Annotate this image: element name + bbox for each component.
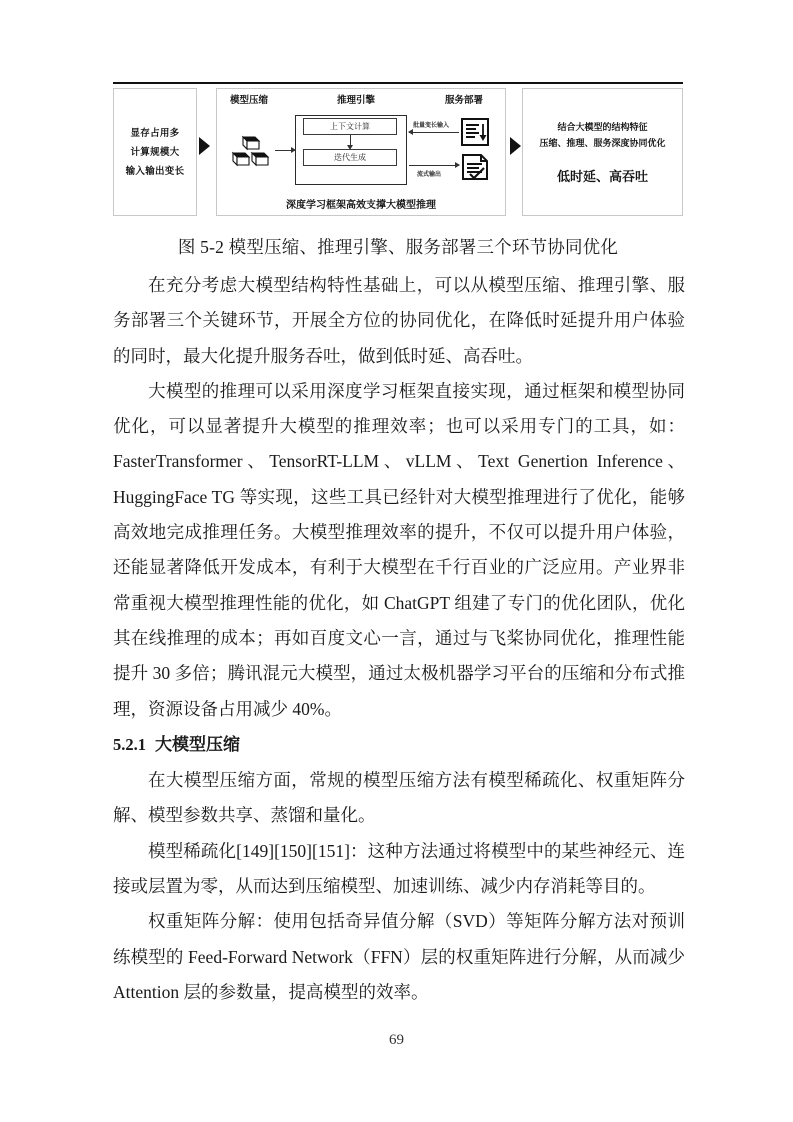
arrow-triangle-icon-1: [199, 137, 210, 155]
section-number: 5.2.1: [113, 734, 146, 754]
arrow-batch-input: [409, 132, 459, 133]
right-panel-emphasis: 低时延、高吞吐: [556, 169, 648, 185]
body-text: [113, 268, 685, 1010]
section-heading-5-2-1: [113, 727, 685, 763]
heading-service-deployment: 服务部署: [445, 95, 484, 106]
paragraph-3: 在大模型压缩方面，常规的模型压缩方法有模型稀疏化、权重矩阵分解、模型参数共享、蒸馏和量化。: [113, 770, 685, 826]
document-check-icon: [461, 153, 489, 181]
arrow-compress-to-engine: [275, 150, 295, 151]
left-panel-line-1: 显存占用多: [130, 127, 180, 139]
middle-panel-headings: [217, 89, 505, 107]
list-download-icon: [461, 118, 489, 146]
paragraph-4: 模型稀疏化[149][150][151]：这种方法通过将模型中的某些神经元、连接或层置为零，从而达到压缩模型、加速训练、减少内存消耗等目的。: [113, 840, 685, 897]
figure-block: [113, 82, 683, 216]
arrow-triangle-icon-2: [510, 137, 521, 155]
figure-caption: 图 5-2 模型压缩、推理引擎、服务部署三个环节协同优化: [177, 237, 619, 257]
arrow-context-to-iterate: [350, 135, 351, 146]
figure-right-panel: [522, 88, 683, 216]
figure-panels: [113, 88, 683, 216]
right-panel-line-1: 结合大模型的结构特征: [557, 122, 648, 133]
label-batch-variable-input: 批量变长输入: [413, 122, 450, 129]
label-stream-output: 流式输出: [417, 171, 442, 178]
right-panel-line-2: 压缩、推理、服务深度协同优化: [539, 138, 666, 149]
middle-panel-body: [217, 107, 505, 193]
figure-middle-panel: [216, 88, 506, 216]
figure-middle-caption: 深度学习框架高效支撑大模型推理: [286, 200, 436, 211]
paragraph-5: 权重矩阵分解：使用包括奇异值分解（SVD）等矩阵分解方法对预训练模型的 Feed-Forward Network（FFN）层的权重矩阵进行分解，从而减少 Attention 层的参数量，提高模型的效率。: [113, 911, 685, 1002]
cubes-icon: [231, 135, 277, 169]
box-iterative-generation: 迭代生成: [303, 149, 397, 166]
page-number: 69: [389, 1032, 404, 1048]
section-title: 大模型压缩: [155, 734, 240, 755]
paragraph-1: 在充分考虑大模型结构特性基础上，可以从模型压缩、推理引擎、服务部署三个关键环节，开展全方位的协同优化，在降低时延提升用户体验的同时，最大化提升服务吞吐，做到低时延、高吞吐。: [113, 275, 685, 366]
left-panel-line-3: 输入输出变长: [125, 165, 185, 177]
arrow-stream-output: [409, 165, 459, 166]
figure-left-panel: [113, 88, 197, 216]
heading-inference-engine: 推理引擎: [337, 95, 376, 106]
paragraph-2: 大模型的推理可以采用深度学习框架直接实现，通过框架和模型协同优化，可以显著提升大模型的推理效率；也可以采用专门的工具，如：FasterTransformer、TensorRT-LLM、vLLM、Text Genertion Inference、HuggingFace TG 等实现，这些工具已经针对大模型推理进行了优化，能够高效地完成推理任务。大模型推理效率的提升，不仅可以提升用户体验，还能显著降低开发成本，有利于大模型在千行百业的广泛应用。产业界非常重视大模型推理性能的优化，如 ChatGPT 组建了专门的优化团队，优化其在线推理的成本；再如百度文心一言，通过与飞桨协同优化，推理性能提升 30 多倍；腾讯混元大模型，通过太极机器学习平台的压缩和分布式推理，资源设备占用减少 40%。: [113, 380, 685, 719]
left-panel-line-2: 计算规模大: [130, 146, 180, 158]
figure-top-rule: [113, 82, 683, 84]
box-context-compute: 上下文计算: [303, 118, 397, 135]
heading-model-compression: 模型压缩: [230, 95, 269, 106]
